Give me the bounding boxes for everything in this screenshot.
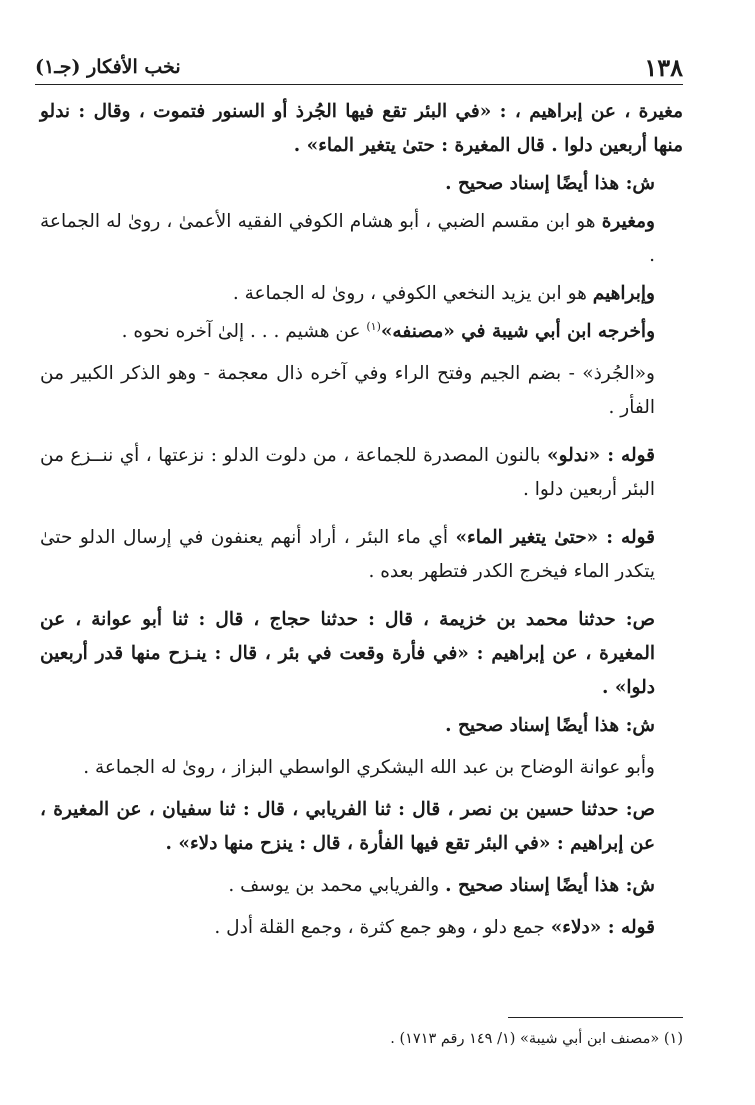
narrator-name: وإبراهيم bbox=[592, 283, 655, 304]
term-label: قوله : «ندلو» bbox=[547, 445, 655, 466]
footnote: (١) «مصنف ابن أبي شيبة» (١/ ١٤٩ رقم ١٧١٣) . bbox=[390, 1031, 683, 1047]
paragraph-definition: و«الجُرذ» - بضم الجيم وفتح الراء وفي آخره ذال معجمة - وهو الذكر الكبير من الفأر . bbox=[40, 363, 655, 418]
paragraph-hadith: ص: حدثنا محمد بن خزيمة ، قال : حدثنا حجاج ، قال : ثنا أبو عوانة ، عن المغيرة ، عن إبراهيم : «في فأرة وقعت في بئر ، قال : ينـزح منها قدر أربعين دلوا» . bbox=[40, 609, 655, 698]
paragraph-narrator-mughira bbox=[40, 205, 683, 273]
footnote-divider bbox=[508, 1017, 683, 1018]
footnote-marker: (١) bbox=[366, 319, 381, 333]
paragraph-source bbox=[40, 315, 683, 349]
paragraph-explanation bbox=[40, 911, 683, 945]
paragraph-explanation bbox=[40, 439, 683, 507]
running-title: نخب الأفكار (جـ١) bbox=[35, 56, 181, 78]
page-header bbox=[35, 50, 683, 85]
paragraph-commentary bbox=[40, 869, 683, 903]
term-label: قوله : «دلاء» bbox=[550, 917, 655, 938]
term-explanation: بالنون المصدرة للجماعة ، من دلوت الدلو : نزعتها ، أي ننــزع من البئر أربعين دلوا . bbox=[40, 445, 655, 500]
term-label: قوله : «حتىٰ يتغير الماء» bbox=[455, 527, 655, 548]
source-rest: عن هشيم . . . إلىٰ آخره نحوه . bbox=[121, 321, 367, 342]
narrator-name: ومغيرة bbox=[601, 211, 655, 232]
term-explanation: أي ماء البئر ، أراد أنهم يعنفون في إرسال الدلو حتىٰ يتكدر الماء فيخرج الكدر فتطهر بعده . bbox=[40, 527, 655, 582]
narrator-description: هو ابن مقسم الضبي ، أبو هشام الكوفي الفقيه الأعمىٰ ، روىٰ له الجماعة . bbox=[40, 211, 655, 266]
page-body bbox=[40, 95, 683, 945]
paragraph-narrator-ibrahim bbox=[40, 277, 683, 311]
paragraph-explanation bbox=[40, 521, 683, 589]
paragraph-hadith: ص: حدثنا حسين بن نصر ، قال : ثنا الفريابي ، قال : ثنا سفيان ، عن المغيرة ، عن إبراهيم : «في البئر تقع فيها الفأرة ، قال : ينزح منها دلاء» . bbox=[40, 799, 655, 854]
paragraph-narrator-abu-awana: وأبو عوانة الوضاح بن عبد الله اليشكري الواسطي البزاز ، روىٰ له الجماعة . bbox=[83, 757, 655, 778]
source-reference: وأخرجه ابن أبي شيبة في «مصنفه» bbox=[380, 321, 655, 342]
paragraph-commentary: ش: هذا أيضًا إسناد صحيح . bbox=[445, 715, 655, 736]
commentary-label: ش: هذا أيضًا إسناد صحيح . bbox=[445, 875, 655, 896]
term-explanation: جمع دلو ، وهو جمع كثرة ، وجمع القلة أدل . bbox=[214, 917, 551, 938]
narrator-description: هو ابن يزيد النخعي الكوفي ، روىٰ له الجماعة . bbox=[232, 283, 593, 304]
page-number: ١٣٨ bbox=[644, 52, 683, 82]
paragraph-commentary: ش: هذا أيضًا إسناد صحيح . bbox=[445, 173, 655, 194]
commentary-rest: والفريابي محمد بن يوسف . bbox=[228, 875, 446, 896]
paragraph-quote: مغيرة ، عن إبراهيم ، : «في البئر تقع فيها الجُرذ أو السنور فتموت ، وقال : ندلو منها أربعين دلوا . قال المغيرة : حتىٰ يتغير الماء» . bbox=[40, 101, 683, 156]
